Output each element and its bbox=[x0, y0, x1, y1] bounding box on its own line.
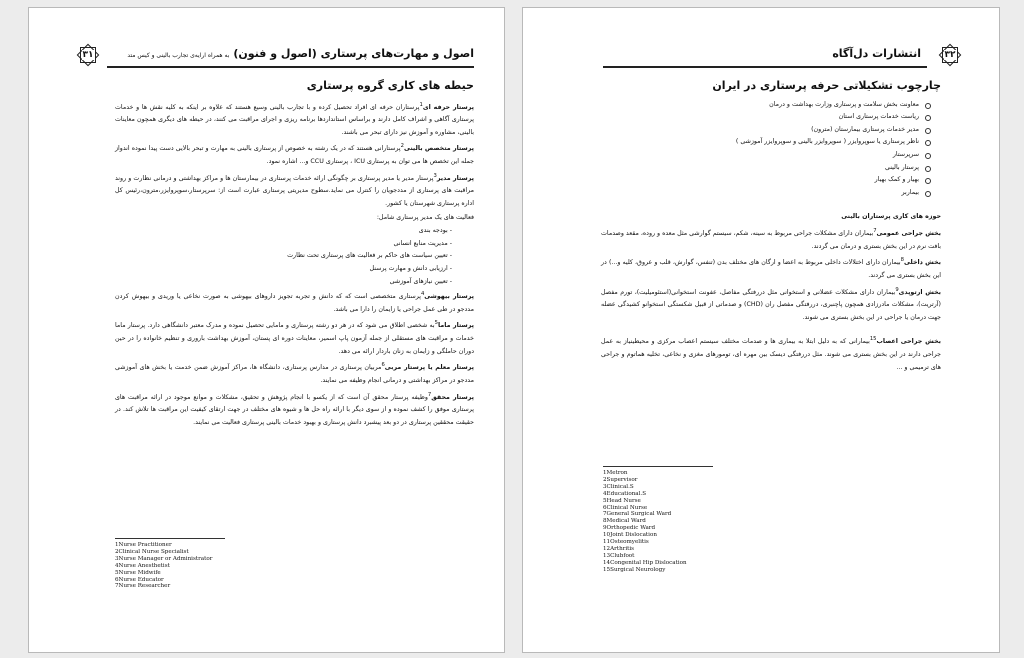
right-page bbox=[522, 7, 1000, 653]
footnote: 3Nurse Manager or Administrator bbox=[115, 555, 213, 562]
list-item: - ارزیابی دانش و مهارت پرسنل bbox=[115, 263, 452, 276]
right-page-content bbox=[601, 80, 941, 375]
right-header-title: انتشارات دل‌آگاه bbox=[832, 47, 921, 60]
list-item: پرستار بالینی bbox=[601, 162, 919, 175]
paragraph: پرستار معلم یا پرستار مربی$^6$مربیان پرستاری در مدارس پرستاری، دانشگاه ها، مراکز آموزش ضمن خدمت یا بخش های آموزشی مددجو در مراکز بهداشتی و درمانی انجام وظیفه می نمایند. bbox=[115, 362, 475, 385]
footnote: 6Nurse Educator bbox=[115, 576, 164, 583]
list-item: - تعیین سیاست های حاکم بر فعالیت های پرستاری تحت نظارت bbox=[115, 250, 452, 263]
footnote: 13Clubfoot bbox=[603, 552, 635, 559]
left-header-subtitle: به همراه ارایه‌ی تجارب بالینی و کیس متد bbox=[127, 52, 230, 59]
footnote: 1Nurse Practitioner bbox=[115, 542, 172, 548]
footnote: 7Nurse Researcher bbox=[115, 583, 171, 590]
footnote: 6Clinical Nurse bbox=[603, 504, 648, 511]
manager-intro: فعالیت های یک مدیر پرستاری شامل: bbox=[376, 213, 474, 221]
footnote: 5Head Nurse bbox=[603, 497, 641, 504]
footnote: 1Metron bbox=[603, 470, 628, 476]
left-page-number: ۳۱ bbox=[77, 44, 99, 66]
footnote: 11Osteomyelitis bbox=[603, 539, 649, 546]
footnote: 8Medical Ward bbox=[603, 518, 646, 525]
left-footnotes bbox=[115, 538, 225, 590]
list-item: - مدیریت منابع انسانی bbox=[115, 238, 452, 251]
footnote-rule bbox=[115, 538, 225, 539]
paragraph: پرستار مدیر$^3$پرستار مدیر یا مدیر پرستاری بر چگونگی ارائه خدمات پرستاری در بیمارستان ها و مراکز بهداشتی و درمانی نظارت و روند مراقبت های پرستاری از مددجویان را کنترل می نماید.سطوح مدیریتی پرستاری عبارت است از: سرپرستار،سوپروایزر،مترون،رئیس کل اداره پرستاری شهرستان یا کشور. bbox=[115, 172, 474, 208]
right-page-title: چارچوب تشکیلاتی حرفه پرستاری در ایران bbox=[712, 79, 941, 92]
footnote: 3Clinical.S bbox=[603, 483, 634, 490]
footnote: 9Orthopedic Ward bbox=[603, 525, 656, 532]
list-item: مدیر خدمات پرستاری بیمارستان (مترون) bbox=[601, 124, 919, 137]
left-page-title: حیطه های کاری گروه پرستاری bbox=[306, 79, 474, 92]
paragraph: پرستار ماما$^5$به شخصی اطلاق می شود که در هر دو رشته پرستاری و مامایی تحصیل نموده و مدرک معتبر دانشگاهی دارد. پرستار ماما خدمات و مراقبت های مستقلی از جمله آزمون پاپ اسمیر، معاینات دوره ای پستان، آموزش بهداشت باروری و تنظیم خانواده را در حین دوران حاملگی و زایمان به زنان باردار ارائه می دهد. bbox=[115, 320, 474, 355]
right-page-number: ۳۲ bbox=[939, 44, 961, 66]
list-item: سرپرستار bbox=[601, 149, 919, 162]
paragraph: بخش ارتوپدی$^9$بیماران دارای مشکلات عضلانی و استخوانی مثل دررفتگی مفاصل، عفونت استخوانی(استئومیلیت)، تورم مفصل (آرتریت)، مشکلات مادرزادی همچون پاچنبری، دررفتگی مفصل ران (CHD) و صدماتی از قبیل شکستگی استخوانو کشیدگی عضله جهت درمان یا جراحی در این بخش بستری می شوند. bbox=[601, 286, 941, 321]
paragraph: پرستار متخصص بالینی$^2$پرستارانی هستند که در یک رشته به خصوص از پرستاری بالینی به مهارت و تبحر بالایی دست پیدا نموده اندواز جمله این تخصص ها می توان به پرستاری ICU ، پرستاری CCU و... اشاره نمود. bbox=[115, 143, 474, 166]
footnote: 7General Surgical Ward bbox=[603, 511, 672, 518]
list-item: ناظر پرستاری یا سوپروایزر ( سوپروایزر بالینی و سوپروایزر آموزشی ) bbox=[601, 136, 919, 149]
left-page-header bbox=[82, 46, 474, 68]
footnote: 4Educational.S bbox=[603, 490, 647, 497]
paragraph: پرستار حرفه ای$^1$پرستاران حرفه ای افراد تحصیل کرده و با تجارب بالینی وسیع هستند که علاوه بر اینکه به کلیه نقش ها و خدمات پرستاری آگاهی و اشراف کامل دارند و براساس استانداردها برنامه ریزی و اجرای مراقبت می کنند، در حیطه های دیگری همچون معاینات بالینی، مشاوره و آموزش نیز دارای تبحر می باشند. bbox=[115, 101, 474, 136]
list-item: - تعیین نیازهای آموزشی bbox=[115, 276, 452, 289]
footnote-rule bbox=[603, 466, 713, 467]
list-item: - بودجه بندی bbox=[115, 225, 452, 238]
footnote: 15Surgical Neurology bbox=[603, 566, 666, 573]
footnote: 2Supervisor bbox=[603, 476, 638, 483]
paragraph: بخش داخلی$^8$بیماران دارای اختلالات داخلی مربوط به اعضا و ارگان های مختلف بدن (تنفس، گوارش، قلب و عروق، کلیه و...) در این بخش بستری می گردند. bbox=[601, 257, 941, 279]
manager-list bbox=[115, 225, 474, 288]
list-item: معاونت بخش سلامت و پرستاری وزارت بهداشت و درمان bbox=[601, 99, 919, 112]
left-page-content bbox=[115, 80, 474, 431]
right-page-header bbox=[603, 46, 956, 68]
footnote: 5Nurse Midwife bbox=[115, 569, 161, 576]
list-item: ریاست خدمات پرستاری استان bbox=[601, 111, 919, 124]
left-header-title: اصول و مهارت‌های پرستاری (اصول و فنون)به همراه ارایه‌ی تجارب بالینی و کیس متد bbox=[127, 47, 474, 60]
left-page bbox=[28, 7, 505, 653]
paragraph: پرستار محقق$^7$وظیفه پرستار محقق آن است که از یکسو با انجام پژوهش و تحقیق، مشکلات و موانع موجود در ارائه مراقبت های پرستاری موفق را کشف نموده و از سوی دیگر با ارائه راه حل ها و شیوه های مختلف در جهت ارتقای کیفیت این مراقبت ها تلاش کند. در حقیقت محققین پرستاری در دو بعد پیشبرد دانش پرستاری و بهبود خدمات بالینی پرستاری فعالیت می نمایند. bbox=[115, 391, 474, 426]
list-item: بهیار و کمک بهیار bbox=[601, 174, 919, 187]
paragraph: پرستار بیهوشی$^4$پرستاری متخصصی است که که دانش و تجربه تجویز داروهای بیهوشی به صورت نخاعی یا وریدی و بیهوش کردن مددجو در طی عمل جراحی یا زایمان را دارا می باشد. bbox=[115, 291, 474, 313]
footnote: 12Arthritis bbox=[603, 545, 635, 552]
paragraph: بخش جراحی عمومی$^7$بیماران دارای مشکلات جراحی مربوط به سینه، شکم، سیستم گوارشی مثل معده و روده، مقعد وصدمات بافت نرم در این بخش بستری و درمان می گردند. bbox=[601, 227, 941, 250]
section-title: حوزه های کاری پرستاران بالینی bbox=[841, 213, 941, 221]
footnote: 2Clinical Nurse Specialist bbox=[115, 548, 189, 555]
paragraph: بخش جراحی اعصاب$^{15}$بیمارانی که به دلیل ابتلا به بیماری ها و صدمات مختلف سیستم اعصاب مرکزی و محیطینیاز به عمل جراحی دارند در این بخش بستری می شوند. مثل دررفتگی دیسک بین مهره ای، تومورهای مغزی و نخاعی، تخلیه هماتوم و جراحی های ترمیمی و ... bbox=[601, 336, 941, 371]
right-footnotes bbox=[603, 466, 713, 574]
footnote: 4Nurse Anesthetist bbox=[115, 562, 170, 569]
footnote: 14Congenital Hip Dislocation bbox=[603, 559, 687, 566]
footnote: 10Joint Dislocation bbox=[603, 532, 657, 539]
org-list bbox=[601, 99, 941, 200]
list-item: بیماربر bbox=[601, 187, 919, 200]
